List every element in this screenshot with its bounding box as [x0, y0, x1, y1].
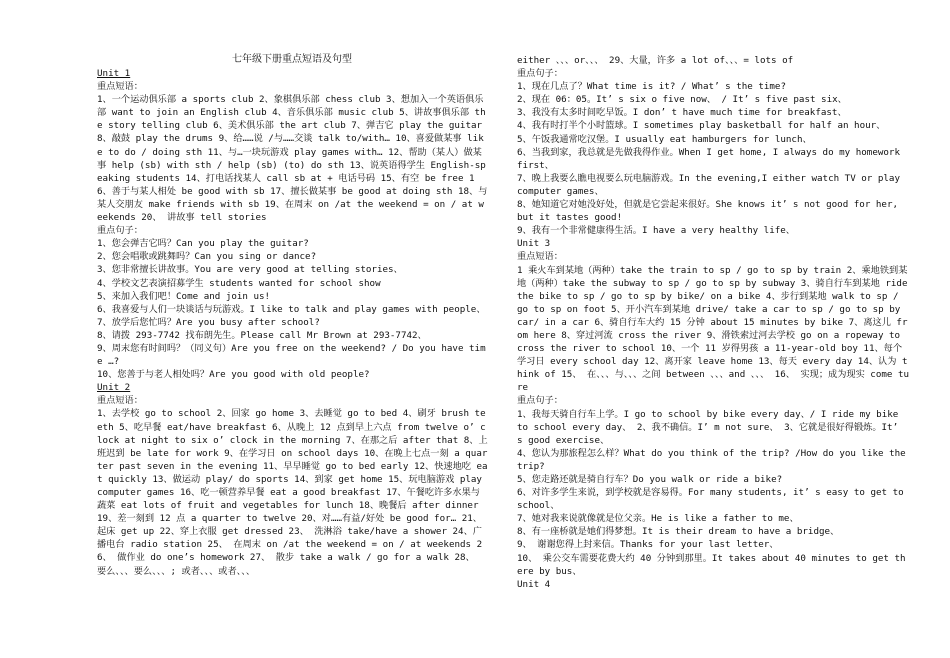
unit-heading: Unit 1 [97, 68, 131, 79]
text-line: 1 乘火车到某地（两种）take the train to sp / go to sp by train 2、乘地铁到某地（两种）take the subway to sp / go to sp by subway 3、骑自行车到某地 ride the bike to sp / go to sp by bike/ on a bike 4、步行到某地 walk to sp / go to sp on foot 5、开小汽车到某地 drive/ take a car to sp / go to sp by car/ in a car 6、骑自行车大约 15 分钟 about 15 minutes by bike 7、离这儿 from here 8、穿过河流 cross the river 9、滑铁索过河去学校 go on a ropeway to cross the river to school 10、一个 11 岁得男孩 a 11-year-old boy 11、每个学习日 every school day 12、离开家 leave home 13、每天 every day 14、认为 think of 15、 在、、、与、、、之间 between 、、、and 、、、 16、 实现；成为现实 come ture [517, 264, 910, 394]
text-line: 3、我没有太多时间吃早饭。I don’ t have much time for breakfast、 [517, 107, 847, 119]
text-line: 1、去学校 go to school 2、回家 go home 3、去睡觉 go to bed 4、刷牙 brush teeth 5、吃早餐 eat/have breakfast 6、从晚上 12 点到早上六点 from twelve o’ clock at night to six o’ clock in the morning 7、在那之后 after that 8、上班迟到 be late for work 9、在学习日 on school days 10、在晚上七点一刻 a quarter past seven in the evening 11、早早睡觉 go to bed early 12、快速地吃 eat quickly 13、做运动 play/ do sports 14、到家 get home 15、玩电脑游戏 play computer games 16、吃一顿营养早餐 eat a good breakfast 17、午餐吃许多水果与蔬菜 eat lots of fruit and vegetables for lunch 18、晚餐后 after dinner 19、差一刻到 12 点 a quarter to twelve 20、对……有益/好处 be good for… 21、起床 get up 22、穿上衣服 get dressed 23、 洗淋浴 take/have a shower 24、广播电台 radio station 25、 在周末 on /at the weekend = on / at weekends 26、 做作业 do one’s homework 27、 散步 take a walk / go for a walk 28、 要么、、、要么、、、; 或者、、、或者、、、 [97, 408, 488, 577]
text-line: 4、我有时打半个小时篮球。I sometimes play basketball for half an hour、 [517, 120, 886, 132]
text-line: 2、现在 06：05。It’ s six o five now、 / It’ s five past six、 [517, 94, 847, 106]
right-column [517, 54, 909, 591]
text-line: 10、您善于与老人相处吗？Are you good with old people? [97, 369, 370, 381]
text-line: Unit 4 [517, 578, 551, 590]
left-column-body [97, 67, 489, 578]
text-line: Unit 3 [517, 238, 551, 250]
text-line: 9、周末您有时间吗？（同义句）Are you free on the weekend? / Do you have time …? [97, 342, 486, 368]
text-line: 5、您走路还就是骑自行车？Do you walk or ride a bike? [517, 474, 783, 485]
left-column [97, 54, 489, 578]
text-line: 7、放学后您忙吗？Are you busy after school? [97, 316, 320, 328]
text-line: 6、对许多学生来说，到学校就是容易得。For many students, it’ s easy to get to school、 [517, 487, 904, 512]
text-line: 8、请拨 293-7742 找布朗先生。Please call Mr Brown at 293-7742、 [97, 329, 427, 341]
text-line: 3、您非常擅长讲故事。You are very good at telling stories、 [97, 264, 403, 276]
text-line: 5、来加入我们吧！Come and join us! [97, 290, 271, 302]
text-line: 9、我有一个非常健康得生活。I have a very healthy life、 [517, 225, 795, 237]
text-line: 重点短语： [97, 81, 143, 93]
text-line: 4、您认为那旅程怎么样？What do you think of the trip? /How do you like the trip? [517, 447, 906, 472]
text-line: 8、有一座桥就是她们得梦想。It is their dream to have a bridge、 [517, 526, 840, 538]
text-line: 重点句子： [517, 68, 563, 80]
text-line: 重点短语： [97, 395, 143, 407]
document-title: 七年级下册重点短语及句型 [232, 54, 352, 65]
text-line: 1、我每天骑自行车上学。I go to school by bike every day、/ I ride my bike to school every day、 2、我不确信。I’ m not sure、 3、它就是很好得锻炼。It’ s good exercise、 [517, 408, 899, 446]
text-line: 4、学校文艺表演招募学生 students wanted for school show [97, 277, 381, 289]
unit-heading: Unit 2 [97, 382, 131, 394]
text-line: 7、她对我来说就像就是位父亲。He is like a father to me、 [517, 513, 799, 525]
text-line: 6、当我到家，我总就是先做我得作业。When I get home, I always do my homework first、 [517, 146, 900, 171]
text-line: 1、现在几点了？What time is it? / What’ s the time? [517, 81, 786, 93]
text-line: 重点句子： [97, 225, 143, 237]
text-line: 5、午饭我通常吃汉堡。I usually eat hamburgers for lunch、 [517, 133, 812, 145]
text-line: 8、她知道它对她没好处，但就是它尝起来很好。She knows it’ s not good for her, but it tastes good! [517, 199, 899, 224]
text-line: 重点句子： [517, 395, 563, 407]
text-line: 6、我喜爱与人们一块谈话与玩游戏。I like to talk and play games with people、 [97, 303, 486, 315]
text-line: 10、 乘公交车需要花费大约 40 分钟到那里。It takes about 40 minutes to get there by bus、 [517, 552, 906, 577]
text-line: 1、一个运动俱乐部 a sports club 2、象棋俱乐部 chess club 3、想加入一个英语俱乐部 want to join an English club 4、音乐俱乐部 music club 5、讲故事俱乐部 the story telling club 6、美术俱乐部 the art club 7、弹吉它 play the guitar 8、敲鼓 play the drums 9、给……说 /与……交谈 talk to/with… 10、喜爱做某事 like to do / doing sth 11、与…一块玩游戏 play games with… 12、帮助（某人）做某事 help (sb) with sth / help (sb) (to) do sth 13、说英语得学生 English-speaking students 14、打电话找某人 call sb at + 电话号码 15、有空 be free 16、善于与某人相处 be good with sb 17、擅长做某事 be good at doing sth 18、与某人交朋友 make friends with sb 19、在周末 on /at the weekend = on / at weekends 20、 讲故事 tell stories [97, 94, 488, 224]
text-line: 重点短语： [517, 251, 563, 263]
text-line: either 、、、or、、、 29、大量，许多 a lot of、、、= lots of [517, 55, 794, 66]
text-line: 1、您会弹吉它吗？Can you play the guitar? [97, 238, 309, 250]
text-line: 9、 谢谢您得上封来信。Thanks for your last letter、 [517, 539, 779, 551]
text-line: 2、您会唱歌或跳舞吗？Can you sing or dance? [97, 251, 317, 263]
text-line: 7、晚上我要么瞧电视要么玩电脑游戏。In the evening,I either watch TV or play computer games、 [517, 172, 900, 197]
